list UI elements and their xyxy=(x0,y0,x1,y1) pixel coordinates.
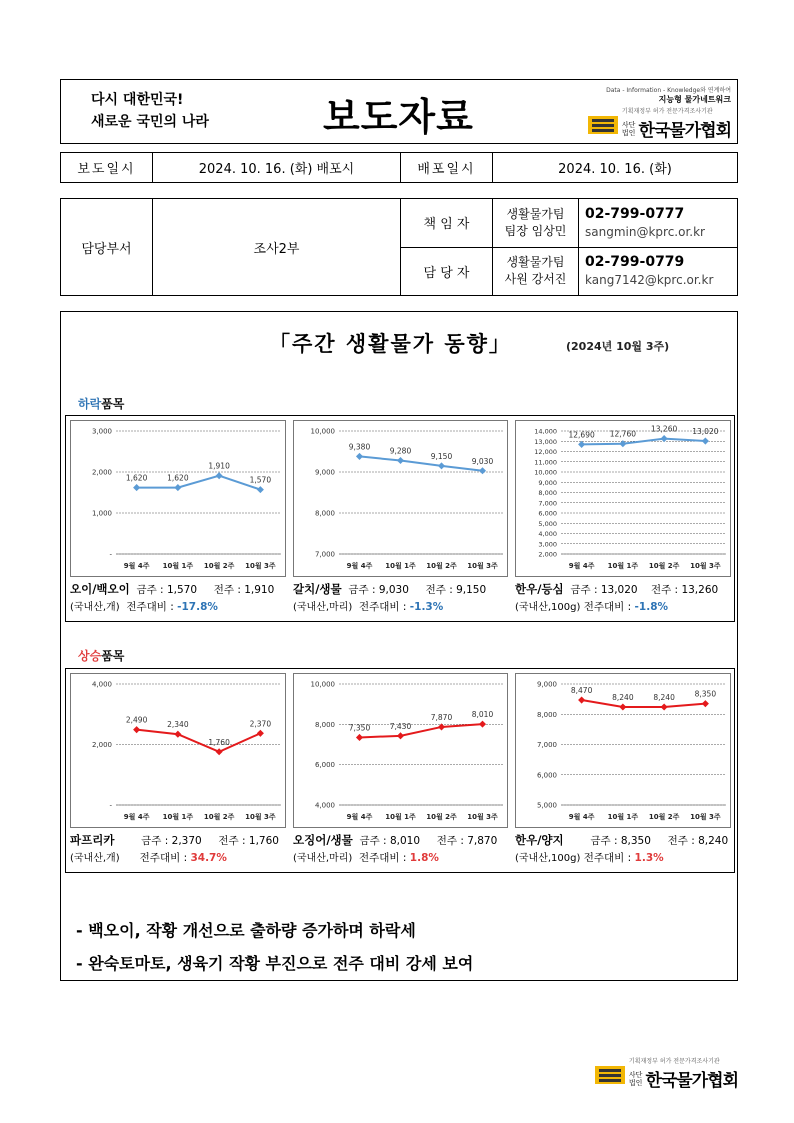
data-point xyxy=(479,721,486,728)
tagline: Data - Information - Knowledge와 연계하여 xyxy=(606,87,731,94)
series-line xyxy=(582,439,706,445)
org-logo-icon xyxy=(588,116,618,134)
x-tick-label: 10월 2주 xyxy=(203,562,235,570)
y-tick-label: - xyxy=(109,801,112,810)
change-pct: -1.8% xyxy=(634,601,669,613)
this-week-label: 금주 : xyxy=(359,835,390,847)
data-point xyxy=(661,703,668,710)
staff-email[interactable]: kang7142@kprc.or.kr xyxy=(585,273,714,288)
lead-phone: 02-799-0777 xyxy=(585,205,685,222)
x-tick-label: 10월 3주 xyxy=(690,813,721,821)
y-tick-label: 3,000 xyxy=(91,427,112,436)
this-week-label: 금주 : xyxy=(136,584,167,596)
change-label: 전주대비 : xyxy=(126,601,178,613)
this-week-label: 금주 : xyxy=(590,835,621,847)
item-name: 갈치/생물 xyxy=(293,582,342,596)
data-point xyxy=(578,696,585,703)
data-label: 9,380 xyxy=(348,442,371,452)
change-pct: 34.7% xyxy=(190,852,227,864)
last-week-label: 전주 : xyxy=(436,835,468,847)
y-tick-label: 4,000 xyxy=(314,801,335,810)
x-tick-label: 10월 3주 xyxy=(690,562,721,570)
data-point xyxy=(133,484,140,491)
data-label: 7,870 xyxy=(430,712,453,722)
slogan-line-1: 다시 대한민국! xyxy=(91,92,184,108)
last-week-label: 전주 : xyxy=(667,835,699,847)
staff-team: 생활물가팀 xyxy=(506,255,565,270)
x-tick-label: 10월 2주 xyxy=(203,813,235,821)
this-week-price: 1,570 xyxy=(166,584,197,596)
stat-cucumber xyxy=(70,581,274,616)
y-tick-label: 10,000 xyxy=(310,680,335,689)
item-name: 한우/양지 xyxy=(515,833,564,847)
last-week-price: 13,260 xyxy=(681,584,719,596)
summary-bullet-2: - 완숙토마토, 생육기 작황 부진으로 전주 대비 강세 보여 xyxy=(76,954,474,973)
data-point xyxy=(619,703,626,710)
x-tick-label: 10월 2주 xyxy=(426,562,457,570)
last-week-price: 8,240 xyxy=(698,835,729,847)
x-tick-label: 10월 3주 xyxy=(245,813,276,821)
slogan-line-2: 새로운 국민의 나라 xyxy=(91,114,209,130)
data-label: 1,910 xyxy=(208,461,230,471)
press-header xyxy=(60,79,738,144)
x-tick-label: 10월 1주 xyxy=(385,813,416,821)
x-tick-label: 10월 2주 xyxy=(648,813,680,821)
x-tick-label: 10월 1주 xyxy=(385,562,416,570)
data-label: 9,280 xyxy=(389,446,412,456)
data-label: 8,350 xyxy=(694,689,717,699)
section-label-up-2: 품목 xyxy=(101,649,125,663)
y-tick-label: 9,000 xyxy=(538,478,557,487)
this-week-price: 8,350 xyxy=(620,835,651,847)
x-tick-label: 10월 1주 xyxy=(162,562,194,570)
y-tick-label: 3,000 xyxy=(538,540,557,549)
this-week-label: 금주 : xyxy=(570,584,601,596)
org-small-text: 기획재정부 허가 전문가격조사기관 xyxy=(621,108,713,115)
x-tick-label: 9월 4주 xyxy=(568,813,595,821)
change-label: 전주대비 : xyxy=(358,601,410,613)
org-logo xyxy=(541,108,731,141)
x-tick-label: 10월 1주 xyxy=(162,813,194,821)
x-tick-label: 9월 4주 xyxy=(568,562,595,570)
x-tick-label: 10월 3주 xyxy=(467,813,498,821)
item-unit: (국내산,100g) xyxy=(515,602,581,613)
y-tick-label: 9,000 xyxy=(536,680,557,689)
last-week-label: 전주 : xyxy=(213,584,245,596)
data-point xyxy=(702,438,709,445)
staff-person xyxy=(493,247,579,296)
series-line xyxy=(582,700,706,707)
y-tick-label: 2,000 xyxy=(538,550,557,559)
item-name: 오이/백오이 xyxy=(70,582,130,596)
staff-label: 담 당 자 xyxy=(401,247,493,296)
this-week-price: 8,010 xyxy=(389,835,420,847)
distribution-date-label: 배포일시 xyxy=(401,153,493,183)
staff-name: 사원 강서진 xyxy=(504,272,567,287)
item-name: 파프리카 xyxy=(70,833,115,847)
y-tick-label: 4,000 xyxy=(91,680,112,689)
lead-email[interactable]: sangmin@kprc.or.kr xyxy=(585,224,705,239)
org-sub-2: 법인 xyxy=(621,128,636,137)
y-tick-label: 8,000 xyxy=(314,720,335,729)
staff-phone: 02-799-0779 xyxy=(585,254,685,271)
x-tick-label: 10월 3주 xyxy=(245,562,276,570)
data-label: 7,430 xyxy=(389,721,412,731)
stat-hairtail xyxy=(293,581,486,616)
x-tick-label: 10월 1주 xyxy=(607,562,639,570)
release-date-value: 2024. 10. 16. (화) 배포시 xyxy=(153,153,401,183)
org-branding xyxy=(541,86,731,141)
data-label: 7,350 xyxy=(348,723,371,733)
footer-org-small-text: 기획재정부 허가 전문가격조사기관 xyxy=(628,1058,720,1065)
this-week-label: 금주 : xyxy=(348,584,379,596)
falling-items-panel xyxy=(65,415,735,622)
y-tick-label: 1,000 xyxy=(91,509,112,518)
y-tick-label: 5,000 xyxy=(536,801,557,810)
chart-cucumber xyxy=(70,420,286,577)
data-label: 9,030 xyxy=(471,456,494,466)
last-week-label: 전주 : xyxy=(650,584,682,596)
this-week-price: 13,020 xyxy=(600,584,638,596)
org-name: 한국물가협회 xyxy=(638,121,731,141)
item-name: 오징어/생물 xyxy=(293,833,353,847)
last-week-price: 9,150 xyxy=(456,584,487,596)
section-label-down xyxy=(78,395,124,412)
series-line xyxy=(360,721,483,737)
main-content xyxy=(60,311,738,981)
summary-bullet-1: - 백오이, 작황 개선으로 출하량 증가하며 하락세 xyxy=(76,921,416,940)
y-tick-label: 7,000 xyxy=(536,741,557,749)
section-label-up xyxy=(78,647,124,664)
org-sub-1: 사단 xyxy=(621,120,636,129)
last-week-label: 전주 : xyxy=(218,835,249,847)
lead-name: 팀장 임상민 xyxy=(504,223,567,238)
change-label: 전주대비 : xyxy=(358,852,410,864)
dept-label: 담당부서 xyxy=(61,199,153,296)
item-unit: (국내산,개) xyxy=(70,602,120,613)
y-tick-label: 14,000 xyxy=(534,427,557,436)
item-unit: (국내산,마리) xyxy=(293,602,353,613)
y-tick-label: 13,000 xyxy=(534,437,557,446)
data-point xyxy=(216,748,223,755)
chart-beef-sirloin xyxy=(515,420,731,577)
summary-bullets xyxy=(76,914,473,980)
data-label: 8,240 xyxy=(653,692,675,702)
stat-squid xyxy=(293,832,497,867)
change-label: 전주대비 : xyxy=(583,601,635,613)
x-tick-label: 10월 3주 xyxy=(467,562,498,570)
x-tick-label: 9월 4주 xyxy=(123,562,150,570)
y-tick-label: 7,000 xyxy=(314,550,335,559)
data-point xyxy=(397,457,404,464)
rising-items-panel xyxy=(65,668,735,873)
y-tick-label: - xyxy=(109,550,112,559)
change-pct: -17.8% xyxy=(177,601,218,613)
data-point xyxy=(479,467,486,474)
data-label: 1,760 xyxy=(208,737,230,747)
data-point xyxy=(133,726,140,733)
stat-beef-brisket xyxy=(515,832,728,867)
y-tick-label: 11,000 xyxy=(534,458,557,467)
section-label-down-1: 하락 xyxy=(78,397,102,411)
chart-paprika xyxy=(70,673,286,828)
section-label-down-2: 품목 xyxy=(101,397,125,411)
y-tick-label: 8,000 xyxy=(314,509,335,518)
data-label: 8,240 xyxy=(612,692,634,702)
this-week-price: 9,030 xyxy=(378,584,409,596)
change-pct: 1.3% xyxy=(634,852,664,864)
y-tick-label: 6,000 xyxy=(536,771,557,780)
chart-hairtail xyxy=(293,420,508,577)
dept-value: 조사2부 xyxy=(153,199,401,296)
lead-person xyxy=(493,199,579,248)
last-week-price: 1,910 xyxy=(244,584,275,596)
data-point xyxy=(702,700,709,707)
data-point xyxy=(174,731,181,738)
x-tick-label: 9월 4주 xyxy=(123,813,150,821)
report-subtitle: (2024년 10월 3주) xyxy=(566,340,670,353)
data-point xyxy=(257,486,264,493)
release-date-table xyxy=(60,152,738,183)
item-unit: (국내산,100g) xyxy=(515,853,581,864)
this-week-price: 2,370 xyxy=(171,835,202,847)
staff-contact xyxy=(579,247,738,296)
data-point xyxy=(356,453,363,460)
x-tick-label: 9월 4주 xyxy=(346,813,373,821)
data-point xyxy=(356,734,363,741)
change-label: 전주대비 : xyxy=(139,852,191,864)
last-week-price: 7,870 xyxy=(467,835,498,847)
data-label: 2,370 xyxy=(249,719,272,729)
x-tick-label: 10월 2주 xyxy=(426,813,457,821)
contact-table xyxy=(60,198,738,296)
last-week-label: 전주 : xyxy=(425,584,457,596)
y-tick-label: 10,000 xyxy=(534,468,557,477)
data-point xyxy=(438,462,445,469)
release-date-label: 보도일시 xyxy=(61,153,153,183)
data-label: 2,490 xyxy=(125,715,148,725)
chart-beef-brisket xyxy=(515,673,731,828)
y-tick-label: 4,000 xyxy=(538,530,557,538)
y-tick-label: 6,000 xyxy=(538,509,557,518)
item-name: 한우/등심 xyxy=(515,582,564,596)
y-tick-label: 6,000 xyxy=(314,761,335,770)
data-label: 13,260 xyxy=(651,424,678,434)
this-week-label: 금주 : xyxy=(141,835,172,847)
series-line xyxy=(360,456,483,470)
y-tick-label: 5,000 xyxy=(538,519,557,528)
y-tick-label: 8,000 xyxy=(536,710,557,719)
report-title: 「주간 생활물가 동향」 xyxy=(269,332,512,356)
y-tick-label: 8,000 xyxy=(538,489,557,497)
lead-contact xyxy=(579,199,738,248)
distribution-date-value: 2024. 10. 16. (화) xyxy=(493,153,738,183)
last-week-price: 1,760 xyxy=(248,835,279,847)
series-line xyxy=(137,730,261,752)
item-unit: (국내산,개) xyxy=(70,853,120,864)
y-tick-label: 2,000 xyxy=(91,741,112,749)
data-label: 9,150 xyxy=(430,451,453,461)
data-label: 1,570 xyxy=(249,475,272,485)
change-pct: 1.8% xyxy=(409,852,439,864)
data-label: 1,620 xyxy=(125,473,148,483)
data-point xyxy=(257,730,264,737)
x-tick-label: 10월 1주 xyxy=(607,813,639,821)
footer-logo-icon xyxy=(595,1066,625,1084)
data-point xyxy=(397,732,404,739)
change-pct: -1.3% xyxy=(409,601,444,613)
footer-logo xyxy=(538,1058,738,1091)
data-label: 1,620 xyxy=(167,473,189,483)
lead-team: 생활물가팀 xyxy=(506,206,565,221)
data-label: 12,690 xyxy=(568,430,595,440)
data-label: 2,340 xyxy=(167,720,189,730)
item-unit: (국내산,마리) xyxy=(293,853,353,864)
y-tick-label: 12,000 xyxy=(534,448,557,456)
footer-org-sub-1: 사단 xyxy=(628,1070,643,1079)
data-point xyxy=(174,484,181,491)
data-point xyxy=(578,441,585,448)
change-label: 전주대비 : xyxy=(583,852,635,864)
data-point xyxy=(216,472,223,479)
x-tick-label: 9월 4주 xyxy=(346,562,373,570)
y-tick-label: 9,000 xyxy=(314,468,335,477)
data-label: 8,470 xyxy=(570,686,593,696)
data-label: 8,010 xyxy=(471,710,494,720)
chart-squid xyxy=(293,673,508,828)
stat-paprika xyxy=(70,832,279,867)
lead-label: 책 임 자 xyxy=(401,199,493,248)
x-tick-label: 10월 2주 xyxy=(648,562,680,570)
data-label: 13,020 xyxy=(692,427,719,437)
data-label: 12,760 xyxy=(609,429,636,439)
y-tick-label: 10,000 xyxy=(310,427,335,436)
y-tick-label: 7,000 xyxy=(538,499,557,508)
page-title: 보도자료 xyxy=(323,95,474,139)
footer-org-sub-2: 법인 xyxy=(628,1078,643,1087)
section-label-up-1: 상승 xyxy=(78,649,102,663)
y-tick-label: 2,000 xyxy=(91,468,112,477)
footer-org-name: 한국물가협회 xyxy=(645,1071,738,1091)
slogan xyxy=(91,89,209,133)
network-name: 지능형 물가네트워크 xyxy=(658,95,731,104)
stat-beef-sirloin xyxy=(515,581,718,616)
